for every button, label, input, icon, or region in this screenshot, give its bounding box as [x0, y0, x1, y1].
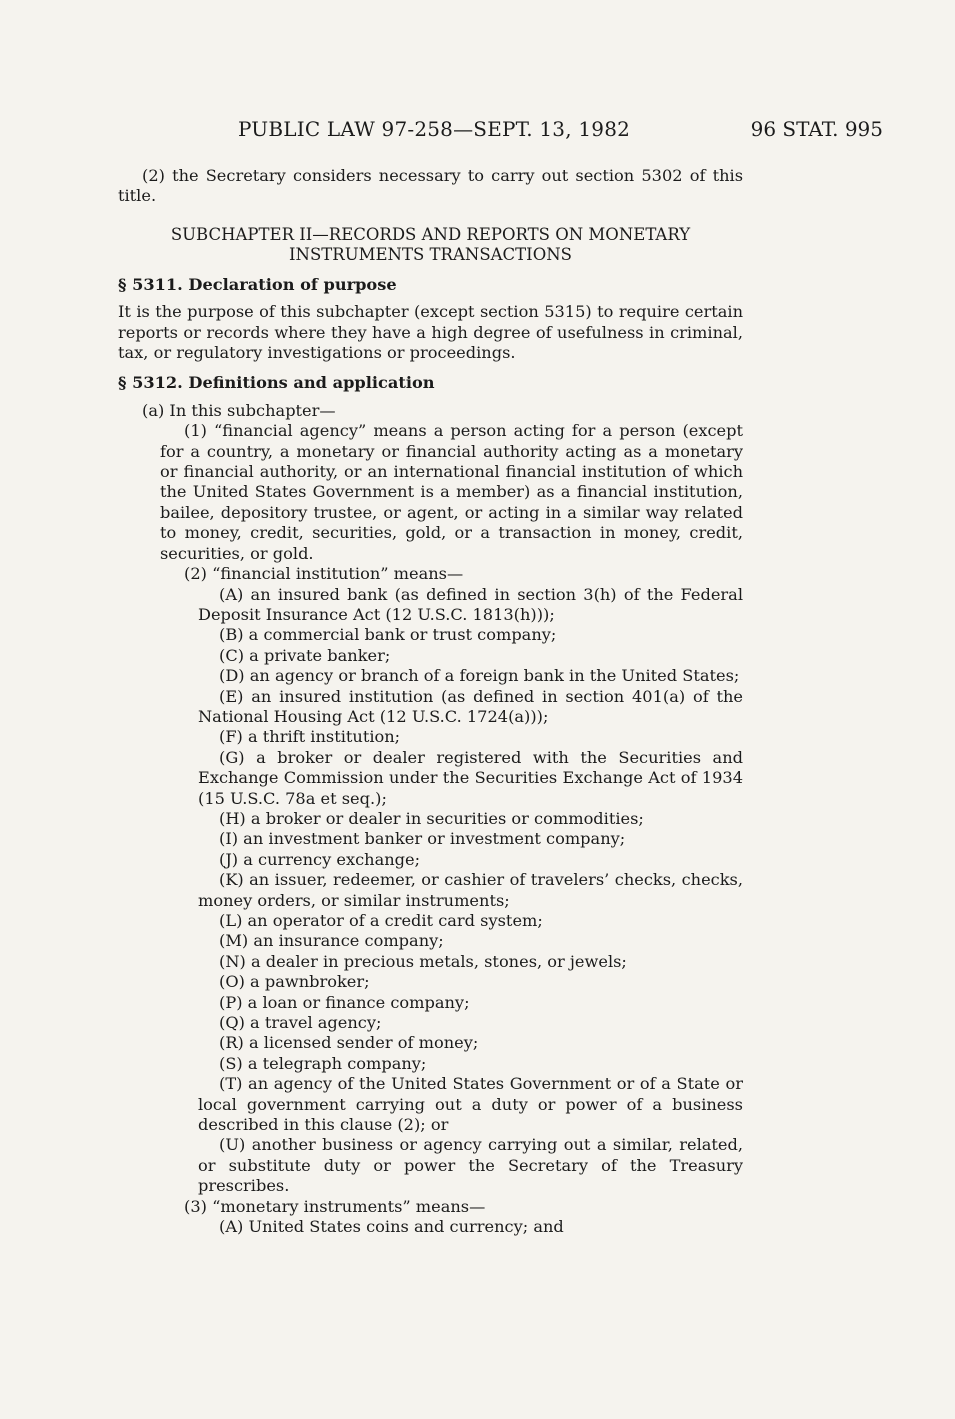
section-5311-text: It is the purpose of this subchapter (except section 5315) to require certain reports or records where they have a high degree of usefulness in criminal, tax, or regulatory investigations or proceedings.	[118, 302, 743, 363]
definition-1: (1) “financial agency” means a person acting for a person (except for a country, a monetary or financial authority acting as a monetary or financial authority, or an international financial institution of which the United States Government is a member) as a financial institution, bailee, depository trustee, or agent, or acting in a similar way related to money, credit, securities, gold, or a transaction in money, credit, securities, or gold.	[160, 421, 743, 563]
definition-3-item-a: (A) United States coins and currency; and	[219, 1217, 564, 1237]
list-item: (F) a thrift institution;	[219, 727, 401, 747]
list-item: (I) an investment banker or investment company;	[219, 829, 626, 849]
definition-2-intro: (2) “financial institution” means—	[184, 564, 464, 584]
stat-reference: 96 STAT. 995	[750, 117, 883, 141]
list-item: (N) a dealer in precious metals, stones, or jewels;	[219, 951, 627, 971]
subsection-a-intro: (a) In this subchapter—	[142, 400, 336, 420]
section-5312-heading: § 5312. Definitions and application	[118, 373, 435, 393]
list-item: (O) a pawnbroker;	[219, 972, 370, 992]
list-item: (P) a loan or finance company;	[219, 992, 470, 1012]
list-item: (R) a licensed sender of money;	[219, 1033, 479, 1053]
list-item: (G) a broker or dealer registered with the Securities and Exchange Commission under the Securities Exchange Act of 1934 (15 U.S.C. 78a et seq.);	[198, 747, 743, 808]
paragraph-top: (2) the Secretary considers necessary to carry out section 5302 of this title.	[118, 166, 743, 206]
list-item: (D) an agency or branch of a foreign bank in the United States;	[219, 666, 740, 686]
definition-2-list	[118, 585, 743, 1197]
list-item: (E) an insured institution (as defined in section 401(a) of the National Housing Act (12 U.S.C. 1724(a)));	[198, 686, 743, 726]
list-item: (A) an insured bank (as defined in section 3(h) of the Federal Deposit Insurance Act (12 U.S.C. 1813(h)));	[198, 584, 743, 624]
list-item: (C) a private banker;	[219, 645, 391, 665]
list-item: (J) a currency exchange;	[219, 849, 421, 869]
document-body	[118, 166, 743, 1238]
list-item: (T) an agency of the United States Government or of a State or local government carrying out a duty or power of a business described in this clause (2); or	[198, 1074, 743, 1135]
list-item: (S) a telegraph company;	[219, 1053, 427, 1073]
list-item: (M) an insurance company;	[219, 931, 444, 951]
list-item: (H) a broker or dealer in securities or commodities;	[219, 808, 644, 828]
page-header	[0, 117, 955, 145]
definition-3-intro: (3) “monetary instruments” means—	[184, 1196, 486, 1216]
list-item: (U) another business or agency carrying out a similar, related, or substitute duty or power the Secretary of the Treasury prescribes.	[198, 1135, 743, 1196]
list-item: (B) a commercial bank or trust company;	[219, 625, 557, 645]
list-item: (Q) a travel agency;	[219, 1013, 382, 1033]
list-item: (K) an issuer, redeemer, or cashier of travelers’ checks, checks, money orders, or similar instruments;	[198, 870, 743, 910]
law-title: PUBLIC LAW 97-258—SEPT. 13, 1982	[238, 117, 631, 141]
subchapter-heading: SUBCHAPTER II—RECORDS AND REPORTS ON MONETARY INSTRUMENTS TRANSACTIONS	[170, 224, 691, 264]
list-item: (L) an operator of a credit card system;	[219, 911, 543, 930]
section-5311-heading: § 5311. Declaration of purpose	[118, 274, 397, 294]
